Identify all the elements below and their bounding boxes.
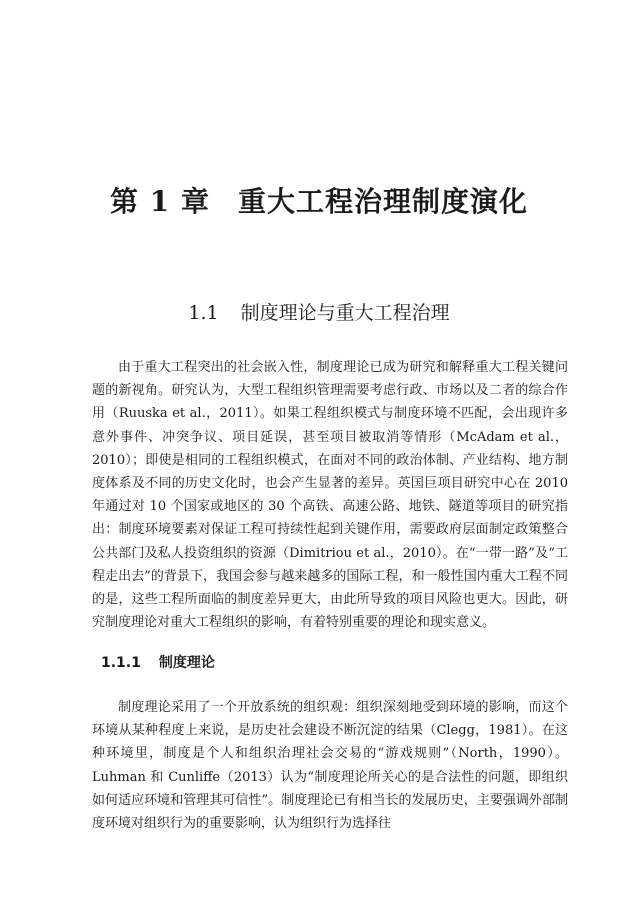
- body-paragraph-2: 制度理论采用了一个开放系统的组织观：组织深刻地受到环境的影响，而这个环境从某种程度上来说，是历史社会建设不断沉淀的结果（Clegg，1981）。在这种环境里，制度是个人和组织治理社会交易的“游戏规则”（North，1990）。Luhman 和 Cunliffe（2013）认为“制度理论所关心的是合法性的问题，即组织如何适应环境和管理其可信性”。制度理论已有相当长的发展历史，主要强调外部制度环境对组织行为的重要影响，认为组织行为选择往: [92, 700, 568, 832]
- chapter-title: 重大工程治理制度演化: [237, 185, 528, 218]
- section-heading: [0, 298, 638, 325]
- section-number: 1.1: [188, 302, 219, 324]
- body-paragraph-1: 由于重大工程突出的社会嵌入性，制度理论已成为研究和解释重大工程关键问题的新视角。研究认为，大型工程组织管理需要考虑行政、市场以及二者的综合作用（Ruuska et al.，2011）。如果工程组织模式与制度环境不匹配，会出现许多意外事件、冲突争议、项目延误，甚至项目被取消等情形（McAdam et al.，2010）；即使是相同的工程组织模式，在面对不同的政治体制、产业结构、地方制度体系及不同的历史文化时，也会产生显著的差异。英国巨项目研究中心在 2010 年通过对 10 个国家或地区的 30 个高铁、高速公路、地铁、隧道等项目的研究指出：制度环境要素对保证工程可持续性起到关键作用，需要政府层面制定政策整合公共部门及私人投资组织的资源（Dimitriou et al.，2010）。在“一带一路”及“工程走出去”的背景下，我国会参与越来越多的国际工程，和一般性国内重大工程不同的是，这些工程所面临的制度差异更大，由此所导致的项目风险也更大。因此，研究制度理论对重大工程组织的影响，有着特别重要的理论和现实意义。: [92, 360, 568, 631]
- chapter-heading: [0, 180, 638, 220]
- subsection-title: 制度理论: [158, 655, 215, 671]
- section-title: 制度理论与重大工程治理: [240, 302, 450, 324]
- subsection-heading: [101, 652, 215, 672]
- chapter-number: 第 1 章: [110, 185, 210, 218]
- subsection-number: 1.1.1: [101, 655, 141, 671]
